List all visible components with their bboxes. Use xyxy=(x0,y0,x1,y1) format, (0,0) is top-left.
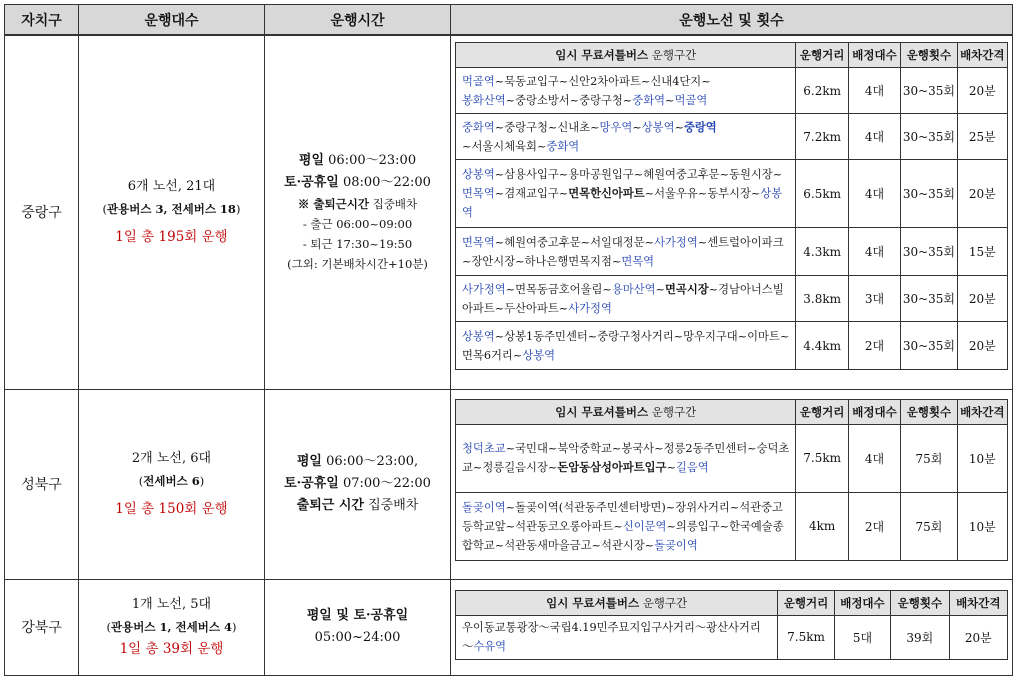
holiday-hours: 토·공휴일 07:00～22:00 xyxy=(284,476,431,491)
route-buses: 4대 xyxy=(848,160,900,228)
route-row xyxy=(456,322,1008,370)
route-trips: 30~35회 xyxy=(901,228,957,276)
route-description: 사가정역~면목동금호어울림~용마산역~면곡시장~경남아너스빌아파트~두산아파트~사가정역 xyxy=(456,276,796,322)
district-cell: 강북구 xyxy=(5,579,79,675)
route-description: 청덕초교~국민대~북악중학교~봉국사~정릉2동주민센터~숭덕초교~정릉길음시장~돈암동삼성아파트입구~길음역 xyxy=(456,424,796,492)
route-description: 우이동교통광장～국립4.19민주묘지입구사거리～광산사거리～수유역 xyxy=(456,615,778,659)
shuttle-bus-table xyxy=(4,4,1013,676)
table-row xyxy=(5,389,1013,579)
header-district: 자치구 xyxy=(5,5,79,36)
route-section-header: 임시 무료셔틀버스 운행구간 xyxy=(456,590,778,615)
buses-header: 배정대수 xyxy=(848,43,900,68)
route-distance: 7.5km xyxy=(778,615,834,659)
route-distance: 4.3km xyxy=(796,228,848,276)
route-interval: 20분 xyxy=(957,160,1007,228)
vehicles-summary: 6개 노선, 21대 xyxy=(127,179,216,195)
route-trips: 30~35회 xyxy=(901,114,957,160)
route-table xyxy=(455,399,1008,561)
route-trips: 39회 xyxy=(891,615,949,659)
hours-cell xyxy=(265,35,451,389)
commute-in: - 출근 06:00~09:00 xyxy=(302,217,413,232)
weekday-hours: 평일 06:00～23:00, xyxy=(296,454,419,469)
route-distance: 3.8km xyxy=(796,276,848,322)
trips-header: 운행횟수 xyxy=(891,590,949,615)
vehicles-breakdown: (전세버스 6) xyxy=(138,474,205,488)
route-row xyxy=(456,276,1008,322)
interval-header: 배차간격 xyxy=(949,590,1007,615)
district-cell: 중랑구 xyxy=(5,35,79,389)
vehicles-breakdown: (관용버스 1, 전세버스 4) xyxy=(106,620,237,634)
route-buses: 4대 xyxy=(848,114,900,160)
table-header-row xyxy=(5,5,1013,36)
distance-header: 운행거리 xyxy=(796,399,848,424)
buses-header: 배정대수 xyxy=(834,590,890,615)
header-hours: 운행시간 xyxy=(265,5,451,36)
vehicles-summary: 1개 노선, 5대 xyxy=(131,597,212,612)
table-row xyxy=(5,35,1013,389)
route-buses: 5대 xyxy=(834,615,890,659)
route-table xyxy=(455,590,1008,660)
route-buses: 2대 xyxy=(848,492,900,560)
vehicles-cell xyxy=(79,389,265,579)
route-section-header: 임시 무료셔틀버스 운행구간 xyxy=(456,399,796,424)
route-table-header xyxy=(456,399,1008,424)
route-buses: 2대 xyxy=(848,322,900,370)
table-row xyxy=(5,579,1013,675)
vehicles-breakdown: (관용버스 3, 전세버스 18) xyxy=(102,202,241,217)
route-table xyxy=(455,42,1008,370)
route-distance: 7.5km xyxy=(796,424,848,492)
route-table-header xyxy=(456,590,1008,615)
route-description: 상봉역~삼용사입구~용마공원입구~혜원여중고후문~동원시장~면목역~겸재교입구~면목한신아파트~서울우유~동부시장~상봉역 xyxy=(456,160,796,228)
distance-header: 운행거리 xyxy=(796,43,848,68)
route-description: 상봉역~상봉1동주민센터~중랑구청사거리~망우지구대~이마트~면목6거리~상봉역 xyxy=(456,322,796,370)
daily-total: 1일 총 195회 운행 xyxy=(115,229,228,246)
shuttle-bus-table-page xyxy=(4,4,1012,680)
route-trips: 75회 xyxy=(901,492,957,560)
hours-cell xyxy=(265,389,451,579)
route-row xyxy=(456,228,1008,276)
district-cell: 성북구 xyxy=(5,389,79,579)
weekday-hours: 평일 및 토·공휴일 xyxy=(306,608,409,623)
route-row xyxy=(456,424,1008,492)
route-interval: 25분 xyxy=(957,114,1007,160)
route-row xyxy=(456,160,1008,228)
route-interval: 20분 xyxy=(957,276,1007,322)
route-buses: 3대 xyxy=(848,276,900,322)
route-row xyxy=(456,615,1008,659)
operating-time: 05:00~24:00 xyxy=(314,630,401,645)
routes-cell xyxy=(451,579,1013,675)
vehicles-cell xyxy=(79,35,265,389)
route-distance: 7.2km xyxy=(796,114,848,160)
route-trips: 30~35회 xyxy=(901,276,957,322)
route-section-header: 임시 무료셔틀버스 운행구간 xyxy=(456,43,796,68)
route-row xyxy=(456,114,1008,160)
header-routes: 운행노선 및 횟수 xyxy=(451,5,1013,36)
interval-header: 배차간격 xyxy=(957,43,1007,68)
trips-header: 운행횟수 xyxy=(901,43,957,68)
route-description: 중화역~중랑구청~신내초~망우역~상봉역~중랑역 ~서울시체육회~중화역 xyxy=(456,114,796,160)
interval-header: 배차간격 xyxy=(957,399,1007,424)
holiday-hours: 토·공휴일 08:00～22:00 xyxy=(284,175,431,191)
route-trips: 30~35회 xyxy=(901,160,957,228)
routes-cell xyxy=(451,35,1013,389)
route-distance: 6.2km xyxy=(796,68,848,114)
route-table-header xyxy=(456,43,1008,68)
route-interval: 15분 xyxy=(957,228,1007,276)
route-description: 돌곶이역~돌곶이역(석관동주민센터방면)~장위사거리~석관중고등학교앞~석관동코오롱아파트~신이문역~의릉입구~한국예술종합학교~석관동새마을금고~석관시장~돌곶이역 xyxy=(456,492,796,560)
daily-total: 1일 총 150회 운행 xyxy=(115,501,228,517)
route-trips: 30~35회 xyxy=(901,322,957,370)
rush-note: ※ 출퇴근시간 집중배차 xyxy=(297,197,418,212)
rush-note: 출퇴근 시간 집중배차 xyxy=(296,498,419,513)
routes-cell xyxy=(451,389,1013,579)
route-description: 먹골역~묵동교입구~신안2차아파트~신내4단지~ 봉화산역~중랑소방서~중랑구청~중화역~먹골역 xyxy=(456,68,796,114)
commute-out: - 퇴근 17:30~19:50 xyxy=(302,237,413,252)
route-distance: 4km xyxy=(796,492,848,560)
vehicles-summary: 2개 노선, 6대 xyxy=(131,451,212,466)
route-row xyxy=(456,68,1008,114)
route-buses: 4대 xyxy=(848,68,900,114)
hours-cell xyxy=(265,579,451,675)
header-vehicles: 운행대수 xyxy=(79,5,265,36)
route-trips: 30~35회 xyxy=(901,68,957,114)
route-buses: 4대 xyxy=(848,228,900,276)
distance-header: 운행거리 xyxy=(778,590,834,615)
route-interval: 10분 xyxy=(957,492,1007,560)
vehicles-cell xyxy=(79,579,265,675)
weekday-hours: 평일 06:00～23:00 xyxy=(298,153,417,169)
route-distance: 6.5km xyxy=(796,160,848,228)
buses-header: 배정대수 xyxy=(848,399,900,424)
other-note: (그외: 기본배차시간+10분) xyxy=(287,257,428,272)
route-buses: 4대 xyxy=(848,424,900,492)
route-trips: 75회 xyxy=(901,424,957,492)
route-description: 면목역~혜원여중고후문~서일대정문~사가정역~센트럴아이파크~장안시장~하나은행면목지점~면목역 xyxy=(456,228,796,276)
daily-total: 1일 총 39회 운행 xyxy=(119,641,224,657)
route-row xyxy=(456,492,1008,560)
route-interval: 20분 xyxy=(957,68,1007,114)
route-interval: 20분 xyxy=(949,615,1007,659)
trips-header: 운행횟수 xyxy=(901,399,957,424)
route-distance: 4.4km xyxy=(796,322,848,370)
route-interval: 20분 xyxy=(957,322,1007,370)
route-interval: 10분 xyxy=(957,424,1007,492)
